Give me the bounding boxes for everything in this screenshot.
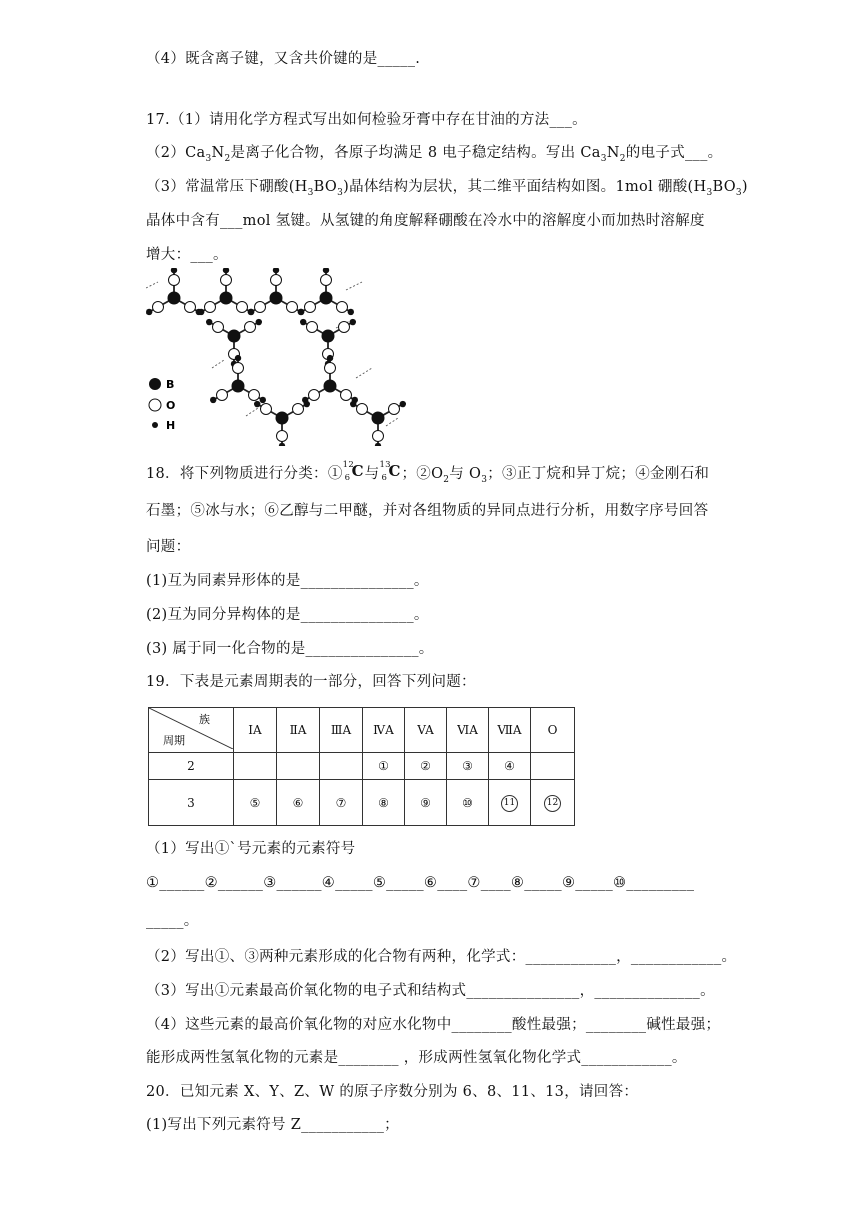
- oxygen-atom-icon: [271, 275, 282, 286]
- q19-part1-blanks: ①______②______③______④_____⑤_____⑥____⑦____⑧_____⑨_____⑩_________: [146, 875, 695, 891]
- legend-oxygen-icon: [149, 399, 161, 411]
- oxygen-atom-icon: [169, 275, 180, 286]
- oxygen-atom-icon: [153, 302, 164, 313]
- hydrogen-atom-icon: [375, 443, 381, 446]
- element-cell: ①: [363, 753, 405, 780]
- hydrogen-atom-icon: [350, 401, 356, 407]
- legend-oxygen-label: O: [166, 399, 176, 412]
- group-header: ⅣA: [363, 708, 405, 753]
- hydrogen-atom-icon: [171, 268, 177, 273]
- oxygen-atom-icon: [255, 302, 266, 313]
- oxygen-atom-icon: [389, 404, 400, 415]
- q19-part1-end: _____。: [146, 913, 199, 929]
- oxygen-atom-icon: [293, 404, 304, 415]
- boron-atom-icon: [324, 380, 337, 393]
- oxygen-atom-icon: [339, 322, 350, 333]
- q19-part4: （4）这些元素的最高价氧化物的对应水化物中________酸性最强；________碱性最强；: [146, 1017, 721, 1033]
- q20-sub1: (1)写出下列元素符号 Z___________；: [146, 1117, 399, 1133]
- element-cell: [531, 780, 575, 826]
- boron-atom-icon: [168, 292, 181, 305]
- hydrogen-atom-icon: [198, 309, 204, 315]
- q19-part1: （1）写出①`号元素的元素符号: [146, 841, 356, 857]
- oxygen-atom-icon: [185, 302, 196, 313]
- element-cell: ⑥: [277, 780, 320, 826]
- q19-title: 19．下表是元素周期表的一部分，回答下列问题：: [146, 674, 476, 690]
- hydrogen-atom-icon: [273, 268, 279, 273]
- boron-atom-icon: [372, 412, 385, 425]
- element-cell: ③: [447, 753, 489, 780]
- element-cell: ⑧: [363, 780, 405, 826]
- oxygen-atom-icon: [221, 275, 232, 286]
- boron-atom-icon: [320, 292, 333, 305]
- hydrogen-atom-icon: [279, 443, 285, 446]
- periodic-table-fragment: [148, 707, 575, 826]
- boron-atom-icon: [232, 380, 245, 393]
- boron-atom-icon: [276, 412, 289, 425]
- table-row-period-3: [149, 780, 575, 826]
- legend-boron-label: B: [166, 378, 175, 391]
- oxygen-atom-icon: [307, 322, 318, 333]
- oxygen-atom-icon: [277, 431, 288, 442]
- q19-part4-line2: 能形成两性氢氧化物的元素是________ ，形成两性氢氧化物化学式____________。: [146, 1050, 687, 1066]
- boric-acid-structure-diagram: [146, 268, 406, 446]
- q19-part3: （3）写出①元素最高价氧化物的电子式和结构式_______________，______________。: [146, 983, 715, 999]
- oxygen-atom-icon: [321, 275, 332, 286]
- q18-sub3: (3) 属于同一化合物的是_______________。: [146, 641, 434, 657]
- legend-boron-icon: [149, 378, 161, 390]
- isotope-c12: 12 6 C: [342, 460, 364, 483]
- oxygen-atom-icon: [373, 431, 384, 442]
- table-corner-cell: [149, 708, 234, 753]
- oxygen-atom-icon: [309, 390, 320, 401]
- element-cell: ⑩: [447, 780, 489, 826]
- diagram-legend: [149, 378, 175, 432]
- corner-period-label: 周期: [163, 734, 185, 747]
- hydrogen-atom-icon: [256, 319, 262, 325]
- hydrogen-atom-icon: [400, 401, 406, 407]
- q17-part3-line3: 增大：___。: [146, 247, 228, 263]
- legend-hydrogen-icon: [152, 422, 158, 428]
- period-label: 2: [149, 753, 234, 780]
- oxygen-atom-icon: [341, 390, 352, 401]
- hydrogen-atom-icon: [348, 309, 354, 315]
- table-row-period-2: [149, 753, 575, 780]
- period-label: 3: [149, 780, 234, 826]
- element-cell: [531, 753, 575, 780]
- oxygen-atom-icon: [337, 302, 348, 313]
- boron-atom-icon: [220, 292, 233, 305]
- hydrogen-atom-icon: [300, 319, 306, 325]
- element-cell: ⑦: [320, 780, 363, 826]
- q18-line2: 石墨；⑤冰与水；⑥乙醇与二甲醚，并对各组物质的异同点进行分析，用数字序号回答: [146, 503, 709, 519]
- corner-group-label: 族: [199, 713, 210, 726]
- oxygen-atom-icon: [287, 302, 298, 313]
- circled-number: 12: [544, 795, 561, 812]
- hydrogen-atom-icon: [254, 401, 260, 407]
- oxygen-atom-icon: [205, 302, 216, 313]
- group-header: ⅦA: [489, 708, 531, 753]
- oxygen-atom-icon: [213, 322, 224, 333]
- oxygen-atom-icon: [245, 322, 256, 333]
- q17-part2: $(2)Ca_3N_2$是离子化合物，各原子均满足 8 电子稳定结构。写出 $Ca_3N_2$的电子式___。: [146, 145, 723, 164]
- element-cell: ⑤: [234, 780, 277, 826]
- element-cell: [234, 753, 277, 780]
- hydrogen-atom-icon: [260, 397, 266, 403]
- q16-part4: （4）既含离子键，又含共价键的是_____.: [146, 51, 421, 67]
- q18-line3: 问题：: [146, 539, 191, 555]
- circled-number: 11: [501, 795, 518, 812]
- group-header: ⅡA: [277, 708, 320, 753]
- oxygen-atom-icon: [217, 390, 228, 401]
- hydrogen-atom-icon: [248, 309, 254, 315]
- oxygen-atom-icon: [237, 302, 248, 313]
- hydrogen-atom-icon: [298, 309, 304, 315]
- hydrogen-atom-icon: [350, 319, 356, 325]
- oxygen-atom-icon: [357, 404, 368, 415]
- hydrogen-atom-icon: [210, 397, 216, 403]
- element-cell: [320, 753, 363, 780]
- boron-atom-icon: [322, 330, 335, 343]
- boron-atom-icon: [228, 330, 241, 343]
- oxygen-atom-icon: [325, 363, 336, 374]
- q20-title: 20．已知元素 X、Y、Z、W 的原子序数分别为 6、8、11、13，请回答：: [146, 1084, 639, 1100]
- hydrogen-atom-icon: [327, 355, 333, 361]
- element-cell: ⑨: [405, 780, 447, 826]
- element-cell: [277, 753, 320, 780]
- hydrogen-atom-icon: [235, 355, 241, 361]
- group-header: ⅥA: [447, 708, 489, 753]
- hydrogen-atom-icon: [323, 268, 329, 273]
- q18-sub1: (1)互为同素异形体的是_______________。: [146, 573, 429, 589]
- element-cell: ②: [405, 753, 447, 780]
- q17-part1: 17.（1）请用化学方程式写出如何检验牙膏中存在甘油的方法___。: [146, 112, 587, 128]
- legend-hydrogen-label: H: [166, 419, 176, 432]
- group-header: IA: [234, 708, 277, 753]
- element-cell: ④: [489, 753, 531, 780]
- element-cell: [489, 780, 531, 826]
- oxygen-atom-icon: [305, 302, 316, 313]
- boron-atom-icon: [270, 292, 283, 305]
- group-header: VA: [405, 708, 447, 753]
- oxygen-atom-icon: [261, 404, 272, 415]
- hydrogen-atom-icon: [304, 401, 310, 407]
- q18-line1: 18．将下列物质进行分类：① 12 6 C 与 13 6 C ；$②O_2$与 $O_3$；③正丁烷和异丁烷；④金刚石和: [146, 460, 710, 485]
- group-header: O: [531, 708, 575, 753]
- hydrogen-atom-icon: [223, 268, 229, 273]
- q18-sub2: (2)互为同分异构体的是_______________。: [146, 607, 429, 623]
- oxygen-atom-icon: [233, 363, 244, 374]
- group-header: ⅢA: [320, 708, 363, 753]
- q19-part2: （2）写出①、③两种元素形成的化合物有两种，化学式：____________，____________。: [146, 949, 737, 965]
- q17-part3: （3）常温常压下硼酸$(H_3BO_3)$晶体结构为层状，其二维平面结构如图。1mol 硼酸$(H_3BO_3)$: [146, 179, 748, 198]
- isotope-c13: 13 6 C: [379, 460, 401, 483]
- hydrogen-atom-icon: [206, 319, 212, 325]
- q17-part3-line2: 晶体中含有___mol 氢键。从氢键的角度解释硼酸在冷水中的溶解度小而加热时溶解度: [146, 213, 705, 229]
- hydrogen-atom-icon: [146, 309, 152, 315]
- oxygen-atom-icon: [249, 390, 260, 401]
